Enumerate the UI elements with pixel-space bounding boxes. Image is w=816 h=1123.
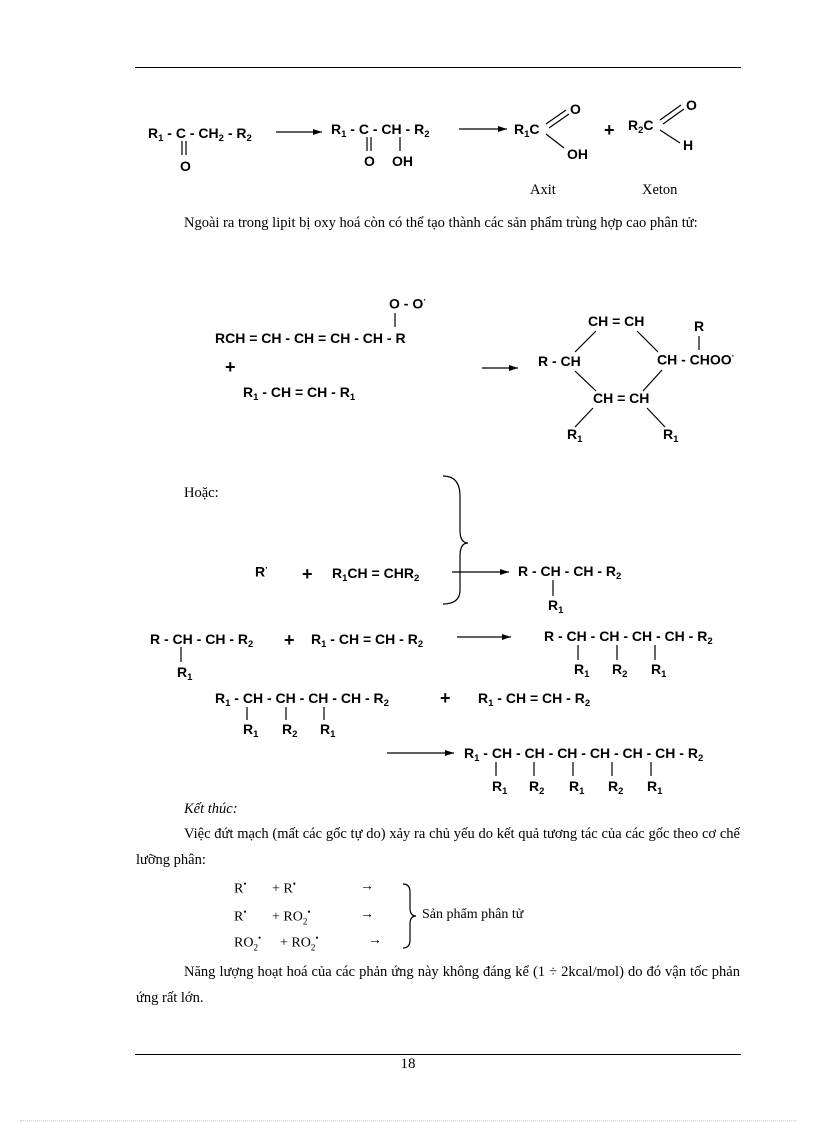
page-number: 18 <box>400 1056 416 1072</box>
term-result: Sản phẩm phân tử <box>422 907 524 922</box>
reactant-ketone: $R_1$ - C - $CH_2 - R_2$ <box>148 125 252 144</box>
ketone-product-h: H <box>683 137 694 153</box>
trimer-sub-3: $R_1$ <box>320 721 336 740</box>
paragraph-termination: Việc đứt mạch (mất các gốc tự do) xảy ra chủ yếu do kết quả tương tác của các gốc theo cơ chế lưỡng phân: <box>136 826 740 868</box>
radical-product-r1: $R_1$ <box>548 597 564 616</box>
term-row-3-b: + $RO_2^•$ <box>280 933 319 953</box>
paragraph-activation-energy: Năng lượng hoạt hoá của các phản ứng này không đáng kể (1 ÷ 2kcal/mol) do đó vận tốc phản ứng rất lớn. <box>136 964 740 1006</box>
ketone-product: $R_2C$ <box>628 117 654 136</box>
alkene-reactant: $R_1$ - CH = CH - $R_2$ <box>311 631 424 650</box>
acid-product: $R_1C$ <box>514 121 540 140</box>
label-hoac: Hoặc: <box>184 485 219 501</box>
caption-xeton: Xeton <box>642 182 678 198</box>
ring-bottom: CH = CH <box>593 390 650 406</box>
acid-oxygen: O <box>570 101 581 117</box>
page-edge-dots <box>20 1120 796 1121</box>
peroxy-group: O - O· <box>389 295 427 312</box>
term-row-2-b: + $RO_2^•$ <box>272 907 311 927</box>
alkene-reactant: $R_1$ - CH = CH - $R_1$ <box>243 384 356 403</box>
term-row-3-arrow: → <box>368 933 382 948</box>
radical-chain: R - CH - CH - $R_2$ <box>150 631 254 650</box>
plus-sign: + <box>302 564 313 584</box>
ring-r1-right: $R_1$ <box>663 426 679 445</box>
alkene-reactant: $R_1$ - CH = CH - $R_2$ <box>478 690 591 709</box>
term-row-2-arrow: → <box>360 907 374 922</box>
dimer-product: R - CH - CH - CH - CH - $R_2$ <box>544 628 713 647</box>
hydroxy-ketone-oh: OH <box>392 153 413 169</box>
hydroxy-ketone: $R_1$ - C - CH - $R_2$ <box>331 121 430 140</box>
brace-termination <box>403 884 416 948</box>
ring-right: CH - CHOO· <box>657 351 735 368</box>
plus-sign: + <box>284 630 295 650</box>
dimer-sub-3: $R_1$ <box>651 661 667 680</box>
term-row-1-a: R• <box>234 879 247 897</box>
polymer-sub-1: $R_1$ <box>492 778 508 797</box>
paragraph-polymerization: Ngoài ra trong lipit bị oxy hoá còn có thể tạo thành các sản phẩm trùng hợp cao phân tử: <box>184 215 698 231</box>
polymer-sub-5: $R_1$ <box>647 778 663 797</box>
polymer-sub-4: $R_2$ <box>608 778 624 797</box>
ring-r1-left: $R_1$ <box>567 426 583 445</box>
footer-rule <box>135 1054 741 1055</box>
radical-product: R - CH - CH - $R_2$ <box>518 563 622 582</box>
polymer-sub-3: $R_1$ <box>569 778 585 797</box>
dimer-sub-2: $R_2$ <box>612 661 628 680</box>
hydroxy-ketone-oxygen: O <box>364 153 375 169</box>
ring-left: R - CH <box>538 353 581 369</box>
trimer-sub-2: $R_2$ <box>282 721 298 740</box>
diene-chain: RCH = CH - CH = CH - CH - R <box>215 330 406 346</box>
ketone-product-oxygen: O <box>686 97 697 113</box>
trimer-sub-1: $R_1$ <box>243 721 259 740</box>
term-row-1-arrow: → <box>360 879 374 894</box>
term-row-3-a: $RO_2^•$ <box>234 933 262 953</box>
dimer-sub-1: $R_1$ <box>574 661 590 680</box>
term-row-2-a: R• <box>234 907 247 925</box>
plus-sign: + <box>604 120 615 140</box>
heading-ket-thuc: Kết thúc: <box>184 801 238 817</box>
brace-hoac <box>443 476 468 604</box>
alkene-r1r2: $R_1CH = CHR_2$ <box>332 565 420 584</box>
ring-r: R <box>694 318 705 334</box>
acid-oh: OH <box>567 146 588 162</box>
caption-axit: Axit <box>530 182 556 198</box>
radical-chain-r1: $R_1$ <box>177 664 193 683</box>
term-row-1-b: + R• <box>272 879 296 897</box>
ring-top: CH = CH <box>588 313 645 329</box>
trimer-radical: $R_1$ - CH - CH - CH - CH - $R_2$ <box>215 690 389 709</box>
polymer-product: $R_1$ - CH - CH - CH - CH - CH - CH - $R_2$ <box>464 745 704 764</box>
ketone-oxygen: O <box>180 158 191 174</box>
radical-r: R· <box>255 563 269 580</box>
polymer-sub-2: $R_2$ <box>529 778 545 797</box>
plus-sign: + <box>225 357 236 377</box>
plus-sign: + <box>440 688 451 708</box>
